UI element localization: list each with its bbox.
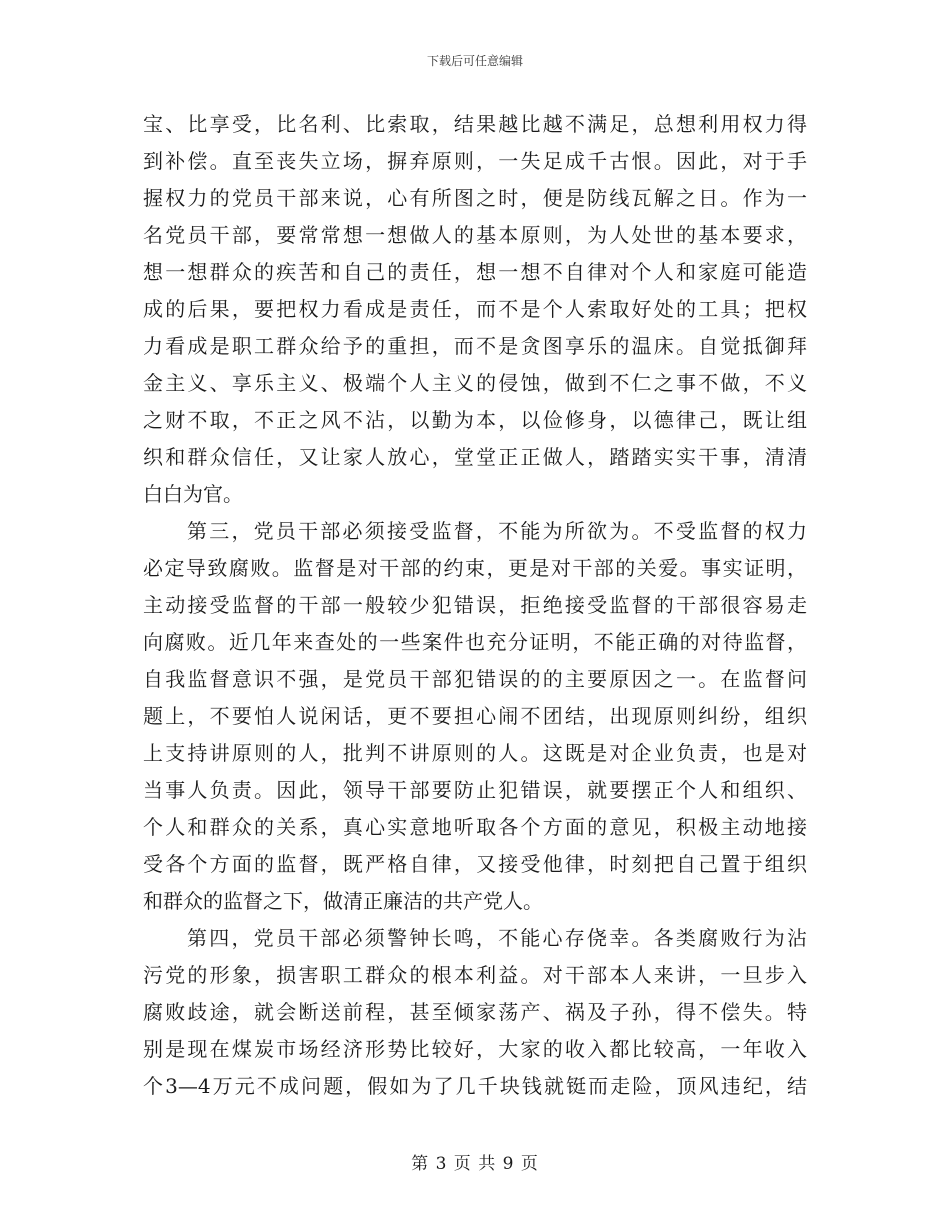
body-line: 自我监督意识不强，是党员干部犯错误的的主要原因之一。在监督问 (143, 667, 807, 691)
body-line: 金主义、享乐主义、极端个人主义的侵蚀，做到不仁之事不做，不义 (143, 371, 807, 395)
body-line: 到补偿。直至丧失立场，摒弃原则，一失足成千古恨。因此，对于手 (143, 149, 807, 173)
body-line: 成的后果，要把权力看成是责任，而不是个人索取好处的工具；把权 (143, 297, 807, 321)
body-line: 名党员干部，要常常想一想做人的基本原则，为人处世的基本要求， (143, 223, 807, 247)
paragraph-start-line: 第三，党员干部必须接受监督，不能为所欲为。不受监督的权力 (187, 519, 807, 543)
body-line: 宝、比享受，比名利、比索取，结果越比越不满足，总想利用权力得 (143, 112, 807, 136)
body-line: 污党的形象，损害职工群众的根本利益。对干部本人来讲，一旦步入 (143, 963, 807, 987)
body-line: 主动接受监督的干部一般较少犯错误，拒绝接受监督的干部很容易走 (143, 593, 807, 617)
body-line: 想一想群众的疾苦和自己的责任，想一想不自律对个人和家庭可能造 (143, 260, 807, 284)
paragraph-end-line: 和群众的监督之下，做清正廉洁的共产党人。 (143, 889, 543, 913)
document-body (143, 106, 807, 1105)
body-line: 个人和群众的关系，真心实意地听取各个方面的意见，积极主动地接 (143, 815, 807, 839)
body-line: 向腐败。近几年来查处的一些案件也充分证明，不能正确的对待监督， (143, 630, 807, 654)
page-number: 第 3 页 共 9 页 (411, 1154, 539, 1174)
body-line: 当事人负责。因此，领导干部要防止犯错误，就要摆正个人和组织、 (143, 778, 807, 802)
body-line: 腐败歧途，就会断送前程，甚至倾家荡产、祸及子孙，得不偿失。特 (143, 1000, 807, 1024)
body-line: 力看成是职工群众给予的重担，而不是贪图享乐的温床。自觉抵御拜 (143, 334, 807, 358)
body-line: 个3—4万元不成问题，假如为了几千块钱就铤而走险，顶风违纪，结 (143, 1074, 807, 1098)
body-line: 受各个方面的监督，既严格自律，又接受他律，时刻把自己置于组织 (143, 852, 807, 876)
body-line: 握权力的党员干部来说，心有所图之时，便是防线瓦解之日。作为一 (143, 186, 807, 210)
body-line: 上支持讲原则的人，批判不讲原则的人。这既是对企业负责，也是对 (143, 741, 807, 765)
page-header-note: 下载后可任意编辑 (426, 54, 523, 68)
paragraph-start-line: 第四，党员干部必须警钟长鸣，不能心存侥幸。各类腐败行为沾 (187, 926, 807, 950)
body-line: 别是现在煤炭市场经济形势比较好，大家的收入都比较高，一年收入 (143, 1037, 807, 1061)
body-line: 必定导致腐败。监督是对干部的约束，更是对干部的关爱。事实证明， (143, 556, 807, 580)
body-line: 题上，不要怕人说闲话，更不要担心闹不团结，出现原则纠纷，组织 (143, 704, 807, 728)
body-line: 织和群众信任，又让家人放心，堂堂正正做人，踏踏实实干事，清清 (143, 445, 807, 469)
body-line: 之财不取，不正之风不沾，以勤为本，以俭修身，以德律己，既让组 (143, 408, 807, 432)
paragraph-end-line: 白白为官。 (143, 482, 243, 506)
